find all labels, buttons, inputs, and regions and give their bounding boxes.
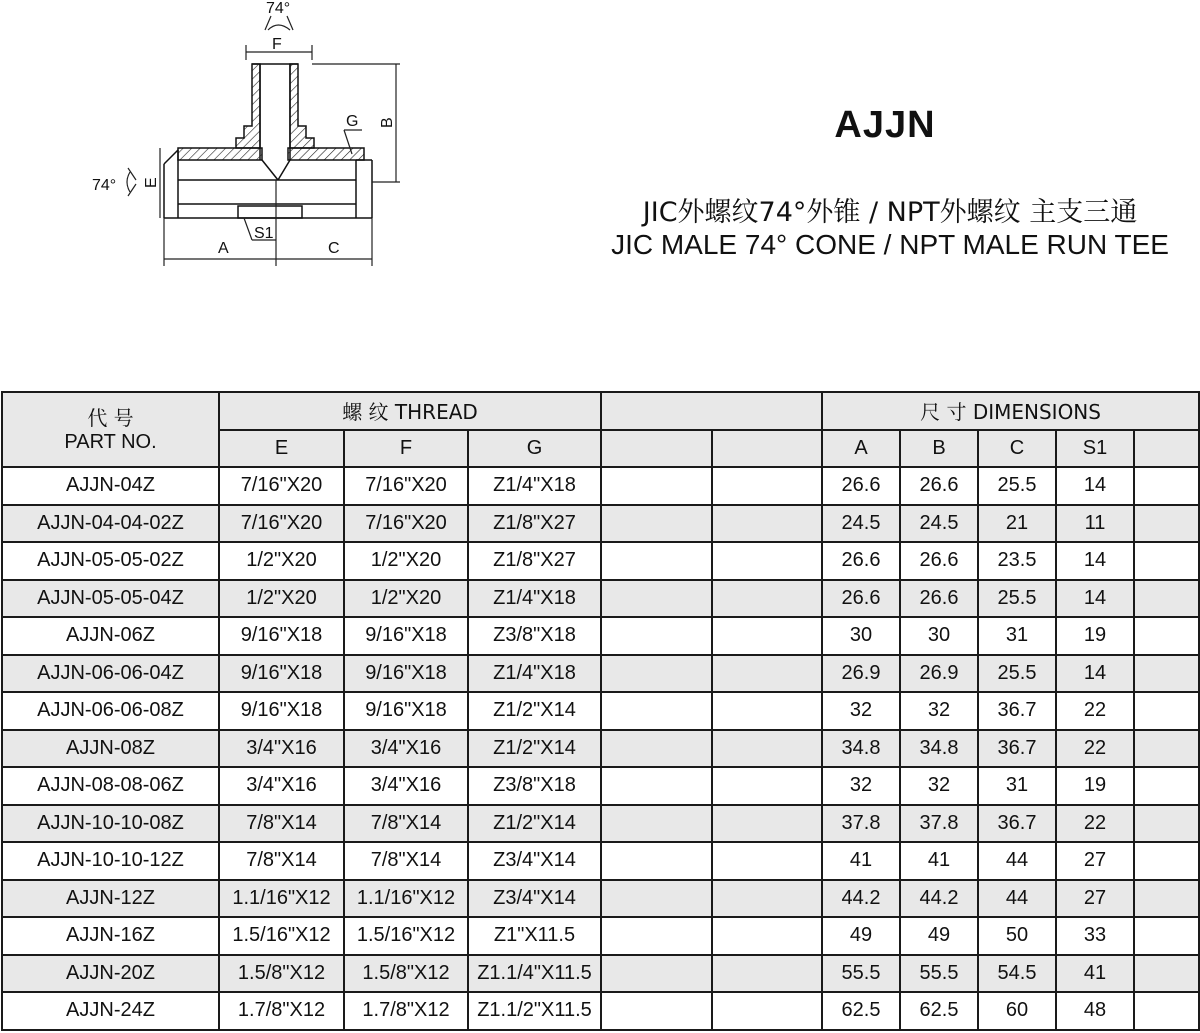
blank-cell [1134, 842, 1199, 880]
e-cell: 7/16"X20 [219, 467, 344, 505]
s1-cell: 14 [1056, 542, 1134, 580]
blank-cell [601, 880, 712, 918]
s1-cell: 22 [1056, 730, 1134, 768]
blank-cell [1134, 767, 1199, 805]
table-row [2, 767, 1199, 805]
blank-cell [712, 955, 822, 993]
a-label: A [218, 240, 229, 257]
table-row [2, 542, 1199, 580]
blank-cell [1134, 992, 1199, 1030]
e-cell: 1/2"X20 [219, 580, 344, 618]
part-no-cell: AJJN-24Z [2, 992, 219, 1030]
table-row [2, 617, 1199, 655]
table-row [2, 880, 1199, 918]
part-no-header [2, 392, 219, 467]
c-cell: 25.5 [978, 580, 1056, 618]
g-cell: Z1/4"X18 [468, 580, 601, 618]
horizontal-run [164, 148, 372, 218]
g-label: G [346, 113, 359, 130]
b-cell: 30 [900, 617, 978, 655]
b-cell: 34.8 [900, 730, 978, 768]
blank-cell [601, 692, 712, 730]
part-no-cell: AJJN-04-04-02Z [2, 505, 219, 543]
blank-cell [601, 617, 712, 655]
table-row [2, 467, 1199, 505]
part-no-cell: AJJN-10-10-08Z [2, 805, 219, 843]
blank-cell [712, 505, 822, 543]
a-cell: 26.6 [822, 542, 900, 580]
table-body [2, 467, 1199, 1030]
a-cell: 37.8 [822, 805, 900, 843]
page-title: AJJN [834, 104, 936, 146]
b-cell: 26.9 [900, 655, 978, 693]
e-label: E [143, 177, 160, 188]
g-cell: Z3/4"X14 [468, 880, 601, 918]
col-header-c: C [978, 430, 1056, 468]
blank-cell [712, 992, 822, 1030]
blank-cell [1134, 917, 1199, 955]
top-angle-label: 74° [266, 0, 291, 17]
blank-cell [1134, 655, 1199, 693]
blank-cell [601, 580, 712, 618]
c-cell: 25.5 [978, 467, 1056, 505]
b-cell: 26.6 [900, 580, 978, 618]
col-header-s1: S1 [1056, 430, 1134, 468]
c-cell: 54.5 [978, 955, 1056, 993]
c-cell: 25.5 [978, 655, 1056, 693]
blank-cell [601, 505, 712, 543]
blank-cell [712, 542, 822, 580]
c-cell: 44 [978, 880, 1056, 918]
f-cell: 9/16"X18 [344, 655, 468, 693]
g-cell: Z1/4"X18 [468, 467, 601, 505]
f-cell: 1.5/16"X12 [344, 917, 468, 955]
f-label: F [272, 36, 282, 53]
blank-cell [1134, 542, 1199, 580]
e-cell: 7/8"X14 [219, 805, 344, 843]
f-cell: 1.1/16"X12 [344, 880, 468, 918]
g-cell: Z1/8"X27 [468, 542, 601, 580]
g-cell: Z3/4"X14 [468, 842, 601, 880]
e-cell: 1.5/16"X12 [219, 917, 344, 955]
f-cell: 7/8"X14 [344, 805, 468, 843]
b-cell: 49 [900, 917, 978, 955]
c-cell: 60 [978, 992, 1056, 1030]
c-cell: 31 [978, 767, 1056, 805]
part-no-cell: AJJN-16Z [2, 917, 219, 955]
col-header-a: A [822, 430, 900, 468]
blank-cell [712, 842, 822, 880]
c-cell: 21 [978, 505, 1056, 543]
e-cell: 1.7/8"X12 [219, 992, 344, 1030]
part-no-cell: AJJN-12Z [2, 880, 219, 918]
part-no-header-en: PART NO. [64, 430, 157, 453]
g-cell: Z1.1/4"X11.5 [468, 955, 601, 993]
part-no-cell: AJJN-04Z [2, 467, 219, 505]
e-cell: 3/4"X16 [219, 767, 344, 805]
part-no-cell: AJJN-08-08-06Z [2, 767, 219, 805]
f-cell: 3/4"X16 [344, 767, 468, 805]
c-cell: 31 [978, 617, 1056, 655]
s1-label: S1 [254, 225, 274, 242]
a-cell: 30 [822, 617, 900, 655]
g-cell: Z3/8"X18 [468, 767, 601, 805]
part-no-cell: AJJN-20Z [2, 955, 219, 993]
ac-dimensions [164, 180, 372, 266]
a-cell: 41 [822, 842, 900, 880]
part-no-cell: AJJN-06-06-04Z [2, 655, 219, 693]
blank-cell [601, 655, 712, 693]
table-row [2, 505, 1199, 543]
f-cell: 9/16"X18 [344, 692, 468, 730]
s1-cell: 33 [1056, 917, 1134, 955]
fitting-drawing [0, 0, 420, 275]
part-no-cell: AJJN-06-06-08Z [2, 692, 219, 730]
a-cell: 62.5 [822, 992, 900, 1030]
blank-cell [712, 917, 822, 955]
top-angle-marker [265, 16, 293, 30]
e-cell: 1/2"X20 [219, 542, 344, 580]
a-cell: 26.6 [822, 580, 900, 618]
blank-cell [601, 767, 712, 805]
blank-cell [1134, 805, 1199, 843]
blank-cell [1134, 692, 1199, 730]
f-cell: 7/16"X20 [344, 467, 468, 505]
blank-cell [1134, 880, 1199, 918]
a-cell: 32 [822, 692, 900, 730]
f-cell: 9/16"X18 [344, 617, 468, 655]
blank-cell [712, 805, 822, 843]
g-cell: Z1"X11.5 [468, 917, 601, 955]
s1-cell: 14 [1056, 580, 1134, 618]
a-cell: 26.6 [822, 467, 900, 505]
table-row [2, 805, 1199, 843]
blank-cell [712, 467, 822, 505]
col-header-g: G [468, 430, 601, 468]
col-header-blank-1 [601, 430, 712, 468]
s1-cell: 41 [1056, 955, 1134, 993]
blank-cell [1134, 617, 1199, 655]
e-cell: 9/16"X18 [219, 655, 344, 693]
s1-cell: 27 [1056, 880, 1134, 918]
b-cell: 62.5 [900, 992, 978, 1030]
s1-cell: 11 [1056, 505, 1134, 543]
table-row [2, 917, 1199, 955]
f-cell: 7/16"X20 [344, 505, 468, 543]
f-cell: 3/4"X16 [344, 730, 468, 768]
blank-cell [601, 730, 712, 768]
c-cell: 50 [978, 917, 1056, 955]
s1-cell: 14 [1056, 467, 1134, 505]
part-no-cell: AJJN-08Z [2, 730, 219, 768]
blank-cell [601, 955, 712, 993]
b-cell: 37.8 [900, 805, 978, 843]
blank-cell [601, 992, 712, 1030]
col-header-blank-3 [1134, 430, 1199, 468]
f-cell: 1.7/8"X12 [344, 992, 468, 1030]
a-cell: 49 [822, 917, 900, 955]
part-no-cell: AJJN-05-05-04Z [2, 580, 219, 618]
blank-cell [712, 580, 822, 618]
blank-cell [601, 842, 712, 880]
b-label: B [379, 117, 396, 128]
blank-cell [712, 730, 822, 768]
e-cell: 3/4"X16 [219, 730, 344, 768]
b-cell: 26.6 [900, 542, 978, 580]
blank-cell [601, 542, 712, 580]
c-cell: 23.5 [978, 542, 1056, 580]
col-header-blank-2 [712, 430, 822, 468]
b-cell: 32 [900, 692, 978, 730]
table-row [2, 655, 1199, 693]
table-row [2, 580, 1199, 618]
blank-cell [712, 655, 822, 693]
e-cell: 7/8"X14 [219, 842, 344, 880]
spec-table [1, 391, 1200, 1031]
e-cell: 9/16"X18 [219, 617, 344, 655]
f-cell: 7/8"X14 [344, 842, 468, 880]
blank-cell [1134, 730, 1199, 768]
b-cell: 44.2 [900, 880, 978, 918]
g-cell: Z1/4"X18 [468, 655, 601, 693]
a-cell: 44.2 [822, 880, 900, 918]
table-row [2, 955, 1199, 993]
e-cell: 1.5/8"X12 [219, 955, 344, 993]
left-angle-label: 74° [92, 177, 117, 194]
col-header-b: B [900, 430, 978, 468]
g-cell: Z1.1/2"X11.5 [468, 992, 601, 1030]
part-no-cell: AJJN-05-05-02Z [2, 542, 219, 580]
c-label: C [328, 240, 340, 257]
f-cell: 1/2"X20 [344, 542, 468, 580]
blank-cell [712, 692, 822, 730]
e-cell: 9/16"X18 [219, 692, 344, 730]
blank-cell [1134, 505, 1199, 543]
g-cell: Z1/2"X14 [468, 730, 601, 768]
blank-cell [1134, 467, 1199, 505]
b-cell: 24.5 [900, 505, 978, 543]
a-cell: 26.9 [822, 655, 900, 693]
table-row [2, 730, 1199, 768]
a-cell: 24.5 [822, 505, 900, 543]
a-cell: 32 [822, 767, 900, 805]
b-cell: 32 [900, 767, 978, 805]
col-header-f: F [344, 430, 468, 468]
s1-cell: 19 [1056, 617, 1134, 655]
subtitle-chinese: JIC外螺纹74°外锥 / NPT外螺纹 主支三通 [642, 197, 1138, 228]
blank-cell [712, 880, 822, 918]
a-cell: 34.8 [822, 730, 900, 768]
table-row [2, 992, 1199, 1030]
b-cell: 26.6 [900, 467, 978, 505]
part-no-cell: AJJN-10-10-12Z [2, 842, 219, 880]
c-cell: 36.7 [978, 730, 1056, 768]
g-cell: Z3/8"X18 [468, 617, 601, 655]
vertical-branch [236, 64, 314, 160]
blank-cell [1134, 580, 1199, 618]
e-cell: 1.1/16"X12 [219, 880, 344, 918]
blank-cell [712, 767, 822, 805]
s1-cell: 22 [1056, 805, 1134, 843]
part-no-header-cn: 代 号 [87, 405, 134, 430]
b-cell: 55.5 [900, 955, 978, 993]
subtitle-english: JIC MALE 74° CONE / NPT MALE RUN TEE [611, 229, 1169, 260]
blank-cell [601, 917, 712, 955]
f-cell: 1/2"X20 [344, 580, 468, 618]
c-cell: 36.7 [978, 692, 1056, 730]
s1-cell: 19 [1056, 767, 1134, 805]
s1-cell: 14 [1056, 655, 1134, 693]
s1-cell: 48 [1056, 992, 1134, 1030]
s1-cell: 27 [1056, 842, 1134, 880]
blank-header [601, 392, 822, 430]
c-cell: 44 [978, 842, 1056, 880]
c-cell: 36.7 [978, 805, 1056, 843]
g-cell: Z1/2"X14 [468, 805, 601, 843]
table-row [2, 692, 1199, 730]
blank-cell [1134, 955, 1199, 993]
g-cell: Z1/2"X14 [468, 692, 601, 730]
a-cell: 55.5 [822, 955, 900, 993]
table-row [2, 842, 1199, 880]
blank-cell [601, 805, 712, 843]
g-cell: Z1/8"X27 [468, 505, 601, 543]
thread-header: 螺 纹 THREAD [219, 392, 601, 430]
s1-cell: 22 [1056, 692, 1134, 730]
blank-cell [712, 617, 822, 655]
e-cell: 7/16"X20 [219, 505, 344, 543]
col-header-e: E [219, 430, 344, 468]
part-no-cell: AJJN-06Z [2, 617, 219, 655]
f-cell: 1.5/8"X12 [344, 955, 468, 993]
dimensions-header: 尺 寸 DIMENSIONS [822, 392, 1199, 430]
blank-cell [601, 467, 712, 505]
b-cell: 41 [900, 842, 978, 880]
